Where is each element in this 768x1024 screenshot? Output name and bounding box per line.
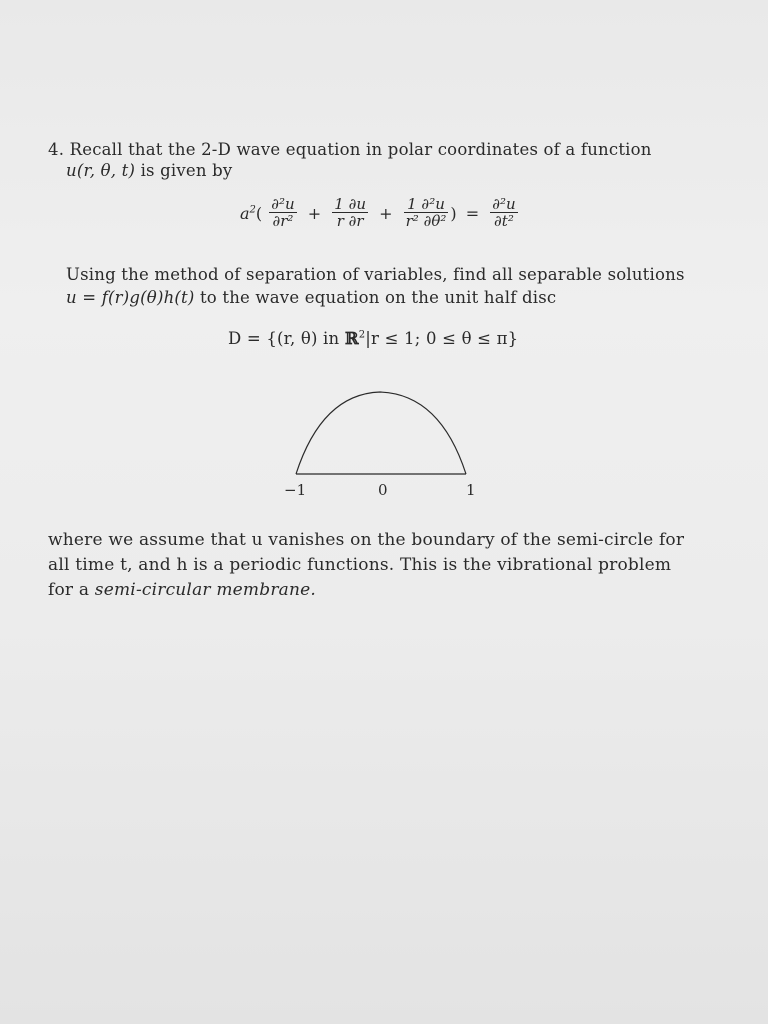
problem-intro-line-1 <box>48 140 652 159</box>
tick-label-0: 0 <box>378 481 388 499</box>
semicircle-svg <box>280 382 480 482</box>
method-line-1: Using the method of separation of variables, find all separable solutions <box>66 265 685 284</box>
wave-equation <box>236 196 520 230</box>
domain-rhs: |r ≤ 1; 0 ≤ θ ≤ π} <box>365 329 519 348</box>
eq-open-paren: ( <box>255 203 263 223</box>
tick-label-neg1: −1 <box>284 481 307 499</box>
eq-coef: a <box>240 203 250 223</box>
closing-line-2: all time t, and h is a periodic functions. This is the vibrational problem <box>48 555 672 575</box>
eq-rhs: $\frac{\text{∂²u}}{\text{∂t²}}$ <box>492 195 516 230</box>
eq-term-1: $\frac{\text{∂²u}}{\text{∂r²}}$ <box>271 195 295 230</box>
intro-text-1: Recall that the 2-D wave equation in polar coordinates of a function <box>69 140 652 159</box>
reals-exp: 2 <box>358 329 366 341</box>
semicircle-arc <box>296 392 466 474</box>
eq-term-3: $\frac{\text{1 ∂²u}}{\text{r² ∂θ²}}$ <box>405 195 447 230</box>
reals-symbol: ℝ <box>344 329 359 348</box>
eq-plus-2: + <box>379 203 393 223</box>
semicircle-diagram <box>280 382 480 486</box>
separable-form: u = f(r)g(θ)h(t) <box>66 288 195 307</box>
method-text-2: to the wave equation on the unit half disc <box>194 288 557 307</box>
eq-coef-exp: 2 <box>249 204 256 216</box>
eq-term-2: $\frac{1 \partial u}{r \partial r}$ <box>334 195 367 230</box>
eq-equals: = <box>465 203 480 223</box>
closing-text-3: for a <box>48 580 95 600</box>
domain-definition <box>228 329 518 348</box>
domain-lhs: D = {(r, θ) in <box>228 329 345 348</box>
eq-plus-1: + <box>307 203 322 223</box>
closing-line-3 <box>48 580 316 600</box>
function-signature: u(r, θ, t) <box>66 161 136 180</box>
intro-text-2: is given by <box>135 161 233 180</box>
tick-label-1: 1 <box>466 481 476 499</box>
problem-intro-line-2 <box>66 161 232 180</box>
eq-close-paren: ) <box>450 203 457 223</box>
closing-line-1: where we assume that u vanishes on the boundary of the semi-circle for <box>48 530 685 550</box>
membrane-emphasis: semi-circular membrane. <box>94 580 316 600</box>
problem-number: 4. <box>48 140 65 159</box>
method-line-2 <box>66 288 556 307</box>
